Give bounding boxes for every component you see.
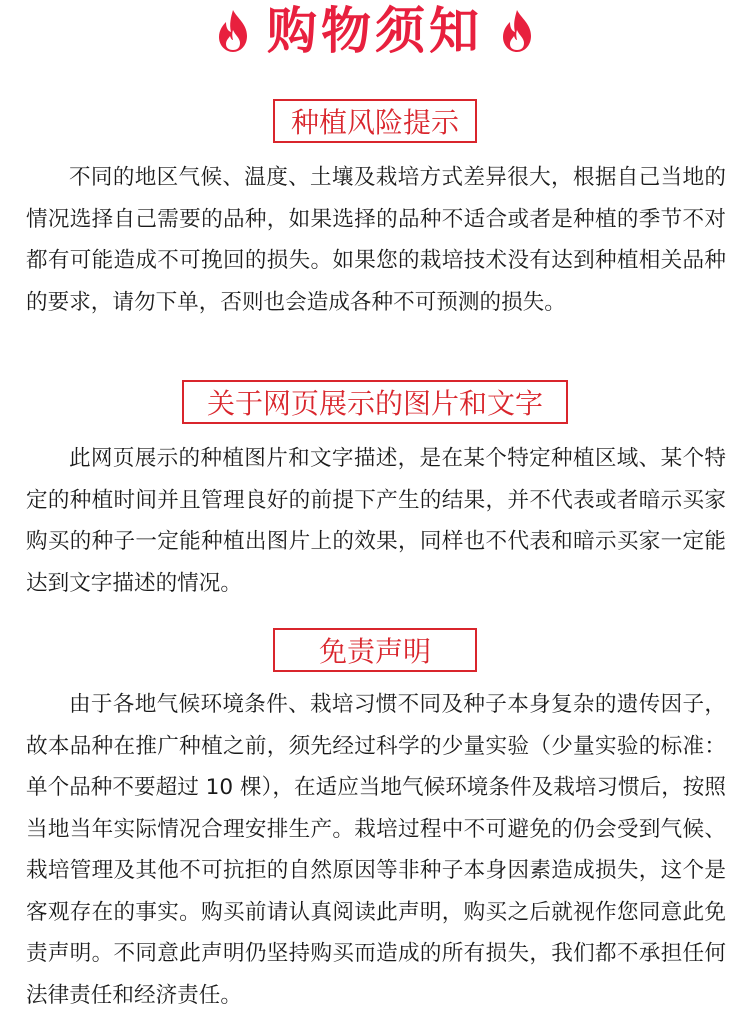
section-title: 种植风险提示 xyxy=(273,99,477,143)
page-header xyxy=(0,0,750,62)
flame-icon xyxy=(213,8,253,54)
flame-icon xyxy=(497,8,537,54)
section-heading-planting-risk xyxy=(0,99,750,143)
section-heading-disclaimer xyxy=(0,628,750,672)
section-title: 关于网页展示的图片和文字 xyxy=(182,380,568,424)
page-title: 购物须知 xyxy=(267,2,483,60)
section-heading-images-text xyxy=(0,380,750,424)
images-text-paragraph: 此网页展示的种植图片和文字描述，是在某个特定种植区域、某个特定的种植时间并且管理良好的前提下产生的结果，并不代表或者暗示买家购买的种子一定能种植出图片上的效果，同样也不代表和暗示买家一定能达到文字描述的情况。 xyxy=(26,446,726,596)
section-title: 免责声明 xyxy=(273,628,477,672)
planting-risk-paragraph: 不同的地区气候、温度、土壤及栽培方式差异很大，根据自己当地的情况选择自己需要的品种，如果选择的品种不适合或者是种植的季节不对都有可能造成不可挽回的损失。如果您的栽培技术没有达到种植相关品种的要求，请勿下单，否则也会造成各种不可预测的损失。 xyxy=(26,165,726,315)
disclaimer-paragraph: 由于各地气候环境条件、栽培习惯不同及种子本身复杂的遗传因子，故本品种在推广种植之前，须先经过科学的少量实验（少量实验的标准：单个品种不要超过 10 棵），在适应当地气候环境条件及栽培习惯后，按照当地当年实际情况合理安排生产。栽培过程中不可避免的仍会受到气候、栽培管理及其他不可抗拒的自然原因等非种子本身因素造成损失，这个是客观存在的事实。购买前请认真阅读此声明，购买之后就视作您同意此免责声明。不同意此声明仍坚持购买而造成的所有损失，我们都不承担任何法律责任和经济责任。 xyxy=(26,692,726,1008)
